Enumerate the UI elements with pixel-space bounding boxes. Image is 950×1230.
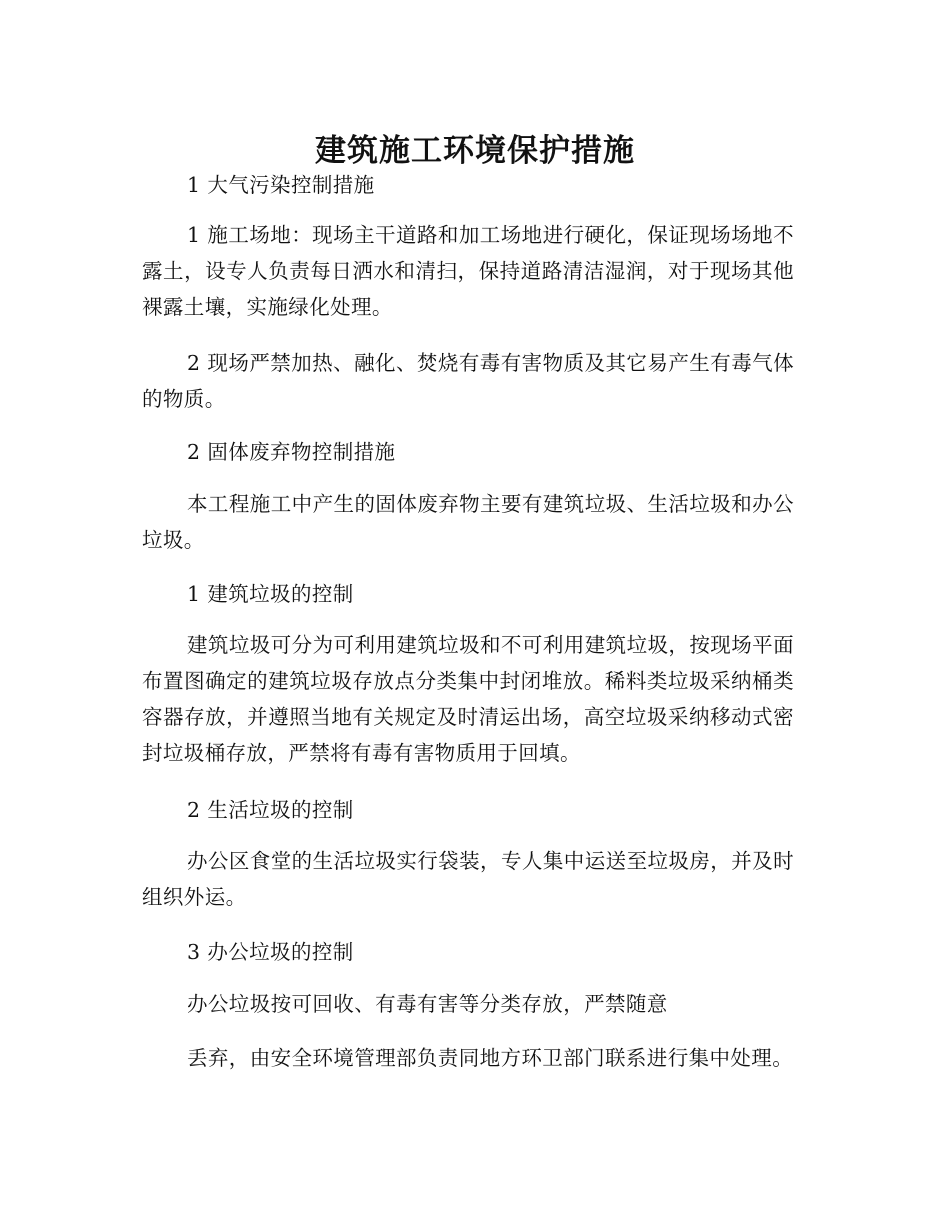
paragraph-domestic-waste: 办公区食堂的生活垃圾实行袋装，专人集中运送至垃圾房，并及时组织外运。: [142, 849, 794, 909]
document-title: 建筑施工环境保护措施: [315, 132, 635, 169]
paragraph-office-waste-disposal: 丢弃，由安全环境管理部负责同地方环卫部门联系进行集中处理。: [187, 1046, 794, 1070]
paragraph-site-hardening: 1 施工场地：现场主干道路和加工场地进行硬化，保证现场场地不露土，设专人负责每日洒水和清扫，保持道路清洁湿润，对于现场其他裸露土壤，实施绿化处理。: [142, 223, 794, 319]
paragraph-office-waste: 办公垃圾按可回收、有毒有害等分类存放，严禁随意: [187, 992, 668, 1016]
subheading-construction-waste: 1 建筑垃圾的控制: [187, 582, 354, 606]
paragraph-construction-waste: 建筑垃圾可分为可利用建筑垃圾和不可利用建筑垃圾，按现场平面布置图确定的建筑垃圾存放点分类集中封闭堆放。稀料类垃圾采纳桶类容器存放，并遵照当地有关规定及时清运出场，高空垃圾采纳移动式密封垃圾桶存放，严禁将有毒有害物质用于回填。: [142, 633, 794, 765]
section-heading-air-pollution: 1 大气污染控制措施: [187, 173, 375, 197]
subheading-office-waste: 3 办公垃圾的控制: [187, 940, 354, 964]
section-heading-solid-waste: 2 固体废弃物控制措施: [187, 440, 396, 464]
paragraph-solid-waste-types: 本工程施工中产生的固体废弃物主要有建筑垃圾、生活垃圾和办公垃圾。: [142, 492, 794, 552]
paragraph-toxic-burning-ban: 2 现场严禁加热、融化、焚烧有毒有害物质及其它易产生有毒气体的物质。: [142, 351, 794, 411]
subheading-domestic-waste: 2 生活垃圾的控制: [187, 798, 354, 822]
